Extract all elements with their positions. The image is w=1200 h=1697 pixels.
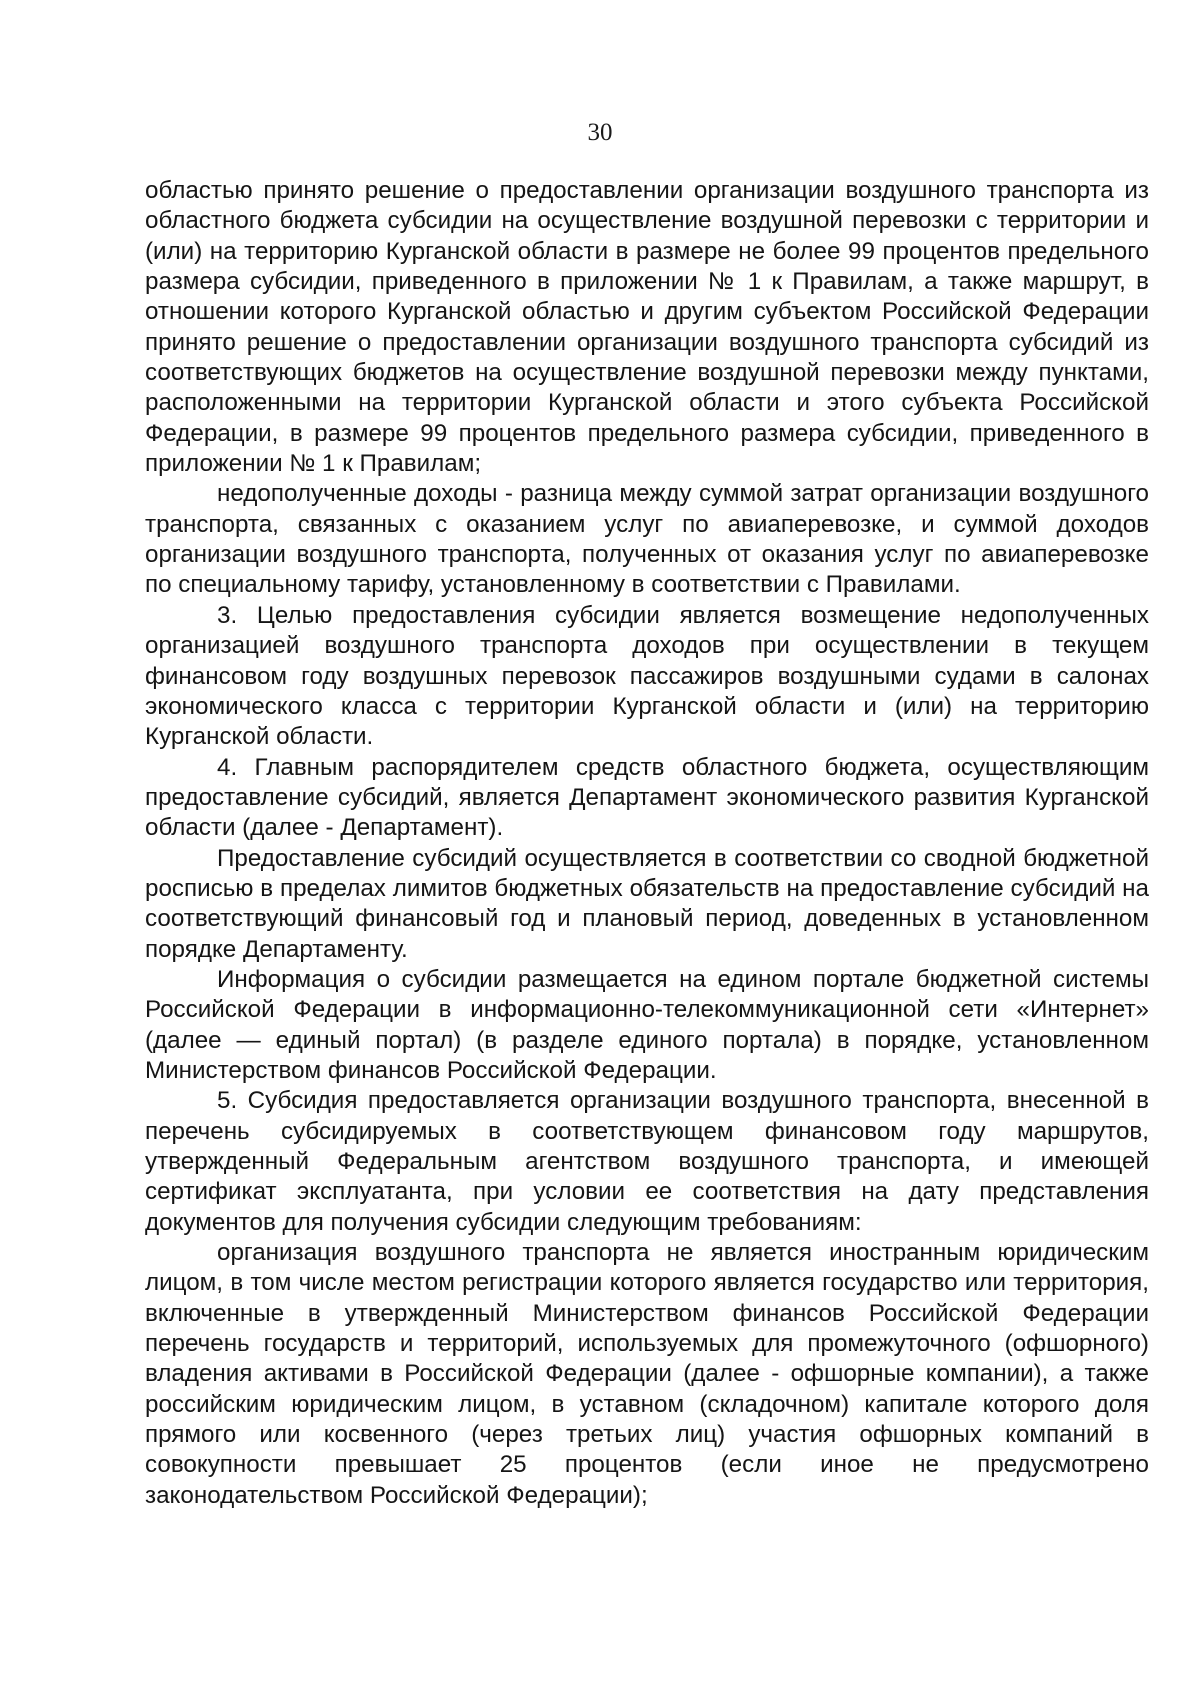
paragraph-information-portal: Информация о субсидии размещается на едином портале бюджетной системы Российской Федерации в информационно-телекоммуникационной сети «Интернет» (далее — единый портал) (в разделе единого портала) в порядке, установленном Министерством финансов Российской Федерации.	[145, 965, 1149, 1084]
paragraph-definition-lost-income: недополученные доходы - разница между суммой затрат организации воздушного транспорта, связанных с оказанием услуг по авиаперевозке, и суммой доходов организации воздушного транспорта, полученных от оказания услуг по авиаперевозке по специальному тарифу, установленному в соответствии с Правилами.	[145, 480, 1149, 599]
document-body	[145, 176, 1149, 1511]
paragraph-requirement-offshore: организация воздушного транспорта не является иностранным юридическим лицом, в том числе местом регистрации которого является государство или территория, включенные в утвержденный Министерством финансов Российской Федерации перечень государств и территорий, используемых для промежуточного (офшорного) владения активами в Российской Федерации (далее - офшорные компании), а также российским юридическим лицом, в уставном (складочном) капитале которого доля прямого или косвенного (через третьих лиц) участия офшорных компаний в совокупности превышает 25 процентов (если иное не предусмотрено законодательством Российской Федерации);	[145, 1239, 1149, 1509]
paragraph-5-conditions: 5. Субсидия предоставляется организации воздушного транспорта, внесенной в перечень субсидируемых в соответствующем финансовом году маршрутов, утвержденный Федеральным агентством воздушного транспорта, и имеющей сертификат эксплуатанта, при условии ее соответствия на дату представления документов для получения субсидии следующим требованиям:	[145, 1087, 1149, 1236]
paragraph-continuation: областью принято решение о предоставлении организации воздушного транспорта из областного бюджета субсидии на осуществление воздушной перевозки с территории и (или) на территорию Курганской области в размере не более 99 процентов предельного размера субсидии, приведенного в приложении № 1 к Правилам, а также маршрут, в отношении которого Курганской областью и другим субъектом Российской Федерации принято решение о предоставлении организации воздушного транспорта субсидий из соответствующих бюджетов на осуществление воздушной перевозки между пунктами, расположенными на территории Курганской области и этого субъекта Российской Федерации, в размере 99 процентов предельного размера субсидии, приведенного в приложении № 1 к Правилам;	[145, 177, 1149, 478]
paragraph-budget-limits: Предоставление субсидий осуществляется в соответствии со сводной бюджетной росписью в пределах лимитов бюджетных обязательств на предоставление субсидий на соответствующий финансовый год и плановый период, доведенных в установленном порядке Департаменту.	[145, 844, 1149, 963]
paragraph-4-main-manager: 4. Главным распорядителем средств областного бюджета, осуществляющим предоставление субсидий, является Департамент экономического развития Курганской области (далее - Департамент).	[145, 753, 1149, 842]
paragraph-3-purpose: 3. Целью предоставления субсидии является возмещение недополученных организацией воздушного транспорта доходов при осуществлении в текущем финансовом году воздушных перевозок пассажиров воздушными судами в салонах экономического класса с территории Курганской области и (или) на территорию Курганской области.	[145, 601, 1149, 751]
page-number: 30	[587, 119, 613, 146]
